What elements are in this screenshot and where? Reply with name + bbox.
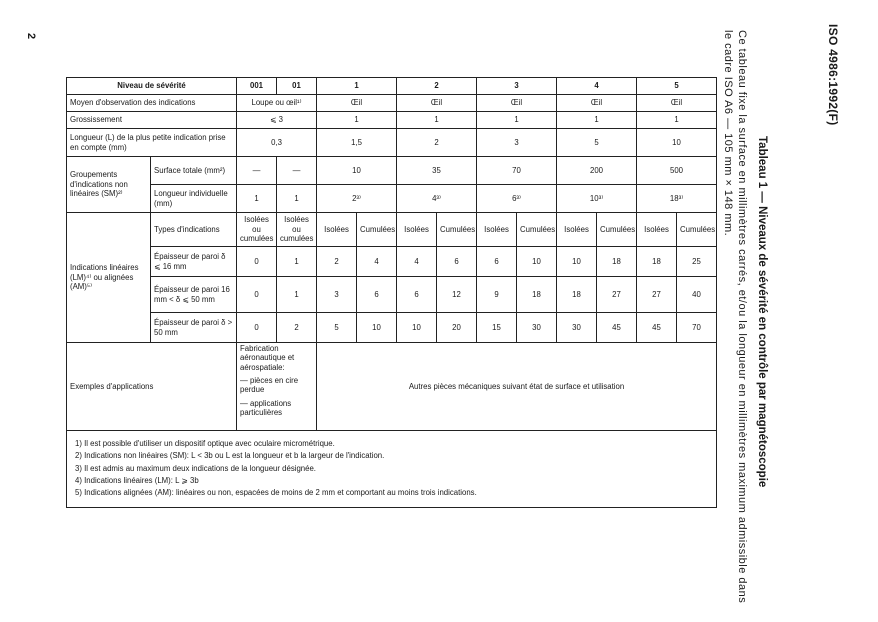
longueur-individuelle-label: Longueur individuelle (mm) bbox=[151, 185, 237, 213]
table-cell: — bbox=[237, 157, 277, 185]
table-cell: 4 bbox=[397, 247, 437, 277]
table-cell: Cumulées bbox=[517, 213, 557, 247]
level-cell: 01 bbox=[277, 78, 317, 95]
table-cell: 2 bbox=[277, 313, 317, 343]
table-cell: 4³⁾ bbox=[397, 185, 477, 213]
aero-title: Fabrication aéronautique et aérospatiale: bbox=[240, 344, 295, 372]
level-cell: 1 bbox=[317, 78, 397, 95]
table-cell: Cumulées bbox=[597, 213, 637, 247]
table-cell: 5 bbox=[317, 313, 357, 343]
groupements-label: Groupements d'indications non linéaires (SM)²⁾ bbox=[67, 157, 151, 213]
table-cell: 10 bbox=[317, 157, 397, 185]
table-cell: Isolées bbox=[557, 213, 597, 247]
table-cell: 40 bbox=[677, 277, 717, 313]
table-cell: Œil bbox=[317, 95, 397, 112]
table-cell: 5 bbox=[557, 129, 637, 157]
table-cell: 6 bbox=[437, 247, 477, 277]
severity-table bbox=[66, 77, 717, 508]
table-cell: Cumulées bbox=[437, 213, 477, 247]
table-cell: 25 bbox=[677, 247, 717, 277]
footnote: 4) Indications linéaires (LM): L ⩾ 3b bbox=[75, 476, 199, 486]
table-cell: 1 bbox=[477, 112, 557, 129]
table-cell: 2³⁾ bbox=[317, 185, 397, 213]
table-cell: 6 bbox=[357, 277, 397, 313]
table-cell: 18 bbox=[597, 247, 637, 277]
footnote: 3) Il est admis au maximum deux indications de la longueur désignée. bbox=[75, 463, 316, 473]
table-cell: 27 bbox=[637, 277, 677, 313]
table-cell: 1 bbox=[557, 112, 637, 129]
table-cell: Isolées bbox=[637, 213, 677, 247]
table-cell: 0 bbox=[237, 247, 277, 277]
grossissement-row bbox=[67, 112, 717, 129]
notes-row bbox=[67, 431, 717, 508]
indications-label: Indications linéaires (LM)⁴⁾ ou alignées (AM)⁵⁾ bbox=[67, 213, 151, 343]
level-cell: 2 bbox=[397, 78, 477, 95]
level-cell: 5 bbox=[637, 78, 717, 95]
table-cell: Isolées bbox=[317, 213, 357, 247]
table-cell: Œil bbox=[637, 95, 717, 112]
table-cell: Isolées ou cumulées bbox=[277, 213, 317, 247]
table-cell: Œil bbox=[477, 95, 557, 112]
table-cell: 15 bbox=[477, 313, 517, 343]
table-cell: Isolées ou cumulées bbox=[237, 213, 277, 247]
table-cell: 18³⁾ bbox=[637, 185, 717, 213]
types-row bbox=[67, 213, 717, 247]
table-cell: 35 bbox=[397, 157, 477, 185]
severity-header-row bbox=[67, 78, 717, 95]
table-cell: 4 bbox=[357, 247, 397, 277]
types-label: Types d'indications bbox=[151, 213, 237, 247]
table-cell: Isolées bbox=[477, 213, 517, 247]
longueur-row bbox=[67, 129, 717, 157]
thickness-row bbox=[67, 247, 717, 277]
table-cell: 200 bbox=[557, 157, 637, 185]
aero-list bbox=[240, 376, 313, 417]
severity-header-label: Niveau de sévérité bbox=[67, 78, 237, 95]
footnote: 5) Indications alignées (AM): linéaires ou non, espacées de moins de 2 mm et comportant au moins trois indications. bbox=[75, 488, 477, 498]
table-cell: Cumulées bbox=[677, 213, 717, 247]
list-item: — applications particulières bbox=[240, 398, 292, 418]
table-cell: 30 bbox=[517, 313, 557, 343]
table-cell: 18 bbox=[557, 277, 597, 313]
table-cell: 2 bbox=[317, 247, 357, 277]
exemples-row bbox=[67, 343, 717, 431]
table-cell: Œil bbox=[397, 95, 477, 112]
thickness-label: Épaisseur de paroi δ > 50 mm bbox=[151, 313, 237, 343]
observation-row bbox=[67, 95, 717, 112]
table-cell: 9 bbox=[477, 277, 517, 313]
table-cell: 18 bbox=[517, 277, 557, 313]
longueur-label: Longueur (L) de la plus petite indication prise en compte (mm) bbox=[67, 129, 237, 157]
table-cell: 3 bbox=[477, 129, 557, 157]
thickness-label: Épaisseur de paroi δ ⩽ 16 mm bbox=[151, 247, 237, 277]
footnote: 1) Il est possible d'utiliser un dispositif optique avec oculaire micrométrique. bbox=[75, 439, 335, 448]
thickness-label: Épaisseur de paroi 16 mm < δ ⩽ 50 mm bbox=[151, 277, 237, 313]
level-cell: 001 bbox=[237, 78, 277, 95]
table-cell: 10 bbox=[637, 129, 717, 157]
table-cell: 3 bbox=[317, 277, 357, 313]
surface-label: Surface totale (mm²) bbox=[151, 157, 237, 185]
table-cell: 20 bbox=[437, 313, 477, 343]
exemples-label: Exemples d'applications bbox=[67, 343, 237, 431]
table-cell: 10 bbox=[517, 247, 557, 277]
grossissement-label: Grossissement bbox=[67, 112, 237, 129]
table-cell: 1 bbox=[397, 112, 477, 129]
table-cell: 0 bbox=[237, 313, 277, 343]
aero-cell bbox=[237, 343, 317, 431]
table-title: Tableau 1 — Niveaux de sévérité en contrôle par magnétoscopie bbox=[756, 136, 768, 488]
footnotes bbox=[67, 431, 717, 508]
table-subtitle-line-2: le cadre ISO A6 — 105 mm × 148 mm. bbox=[722, 30, 734, 237]
table-cell: 45 bbox=[637, 313, 677, 343]
level-cell: 4 bbox=[557, 78, 637, 95]
table-cell: 1 bbox=[237, 185, 277, 213]
table-cell: ⩽ 3 bbox=[237, 112, 317, 129]
table-cell: 6³⁾ bbox=[477, 185, 557, 213]
table-cell: 10 bbox=[557, 247, 597, 277]
thickness-row bbox=[67, 313, 717, 343]
table-cell: 30 bbox=[557, 313, 597, 343]
table-cell: 0 bbox=[237, 277, 277, 313]
table-cell: 70 bbox=[477, 157, 557, 185]
table-cell: 1,5 bbox=[317, 129, 397, 157]
page-number: 2 bbox=[25, 32, 38, 40]
table-cell: 27 bbox=[597, 277, 637, 313]
table-cell: 6 bbox=[397, 277, 437, 313]
table-cell: Cumulées bbox=[357, 213, 397, 247]
table-cell: 500 bbox=[637, 157, 717, 185]
table-cell: 1 bbox=[277, 247, 317, 277]
footnote: 2) Indications non linéaires (SM): L < 3b ou L est la longueur et b la largeur de l'indication. bbox=[75, 451, 385, 461]
table-cell: 1 bbox=[317, 112, 397, 129]
table-cell: Loupe ou œil¹⁾ bbox=[237, 95, 317, 112]
groupement-surface-row bbox=[67, 157, 717, 185]
table-cell: 45 bbox=[597, 313, 637, 343]
table-cell: 1 bbox=[277, 277, 317, 313]
table-cell: 0,3 bbox=[237, 129, 317, 157]
observation-label: Moyen d'observation des indications bbox=[67, 95, 237, 112]
table-cell: 6 bbox=[477, 247, 517, 277]
table-cell: 70 bbox=[677, 313, 717, 343]
table-cell: 10 bbox=[397, 313, 437, 343]
groupement-longueur-row bbox=[67, 185, 717, 213]
table-cell: 1 bbox=[637, 112, 717, 129]
table-cell: — bbox=[277, 157, 317, 185]
standard-reference: ISO 4986:1992(F) bbox=[826, 24, 840, 126]
table-cell: 12 bbox=[437, 277, 477, 313]
table-cell: 10³⁾ bbox=[557, 185, 637, 213]
thickness-row bbox=[67, 277, 717, 313]
table-cell: 10 bbox=[357, 313, 397, 343]
table-cell: 18 bbox=[637, 247, 677, 277]
table-cell: Isolées bbox=[397, 213, 437, 247]
table-cell: 2 bbox=[397, 129, 477, 157]
table-subtitle-line-1: Ce tableau fixe la surface en millimètres carrés, et/ou la longueur en millimètres maximum admissible dans bbox=[736, 30, 748, 604]
list-item: — pièces en cire perdue bbox=[240, 376, 299, 395]
level-cell: 3 bbox=[477, 78, 557, 95]
autres-pieces-cell: Autres pièces mécaniques suivant état de surface et utilisation bbox=[317, 343, 717, 431]
table-cell: 1 bbox=[277, 185, 317, 213]
table-cell: Œil bbox=[557, 95, 637, 112]
